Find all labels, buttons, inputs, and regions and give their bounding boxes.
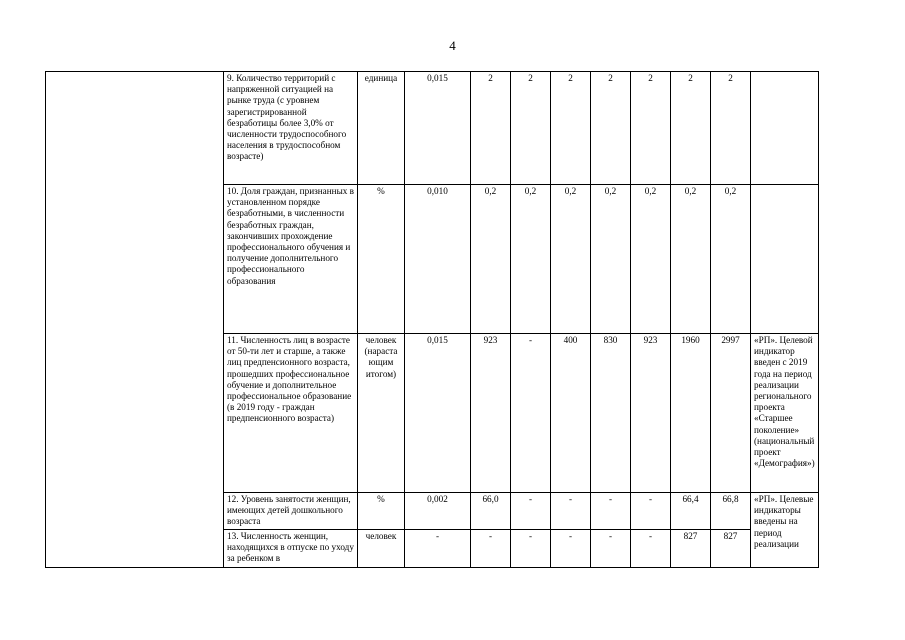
value-cell: 400 bbox=[551, 334, 591, 493]
value-cell: 0,2 bbox=[551, 185, 591, 334]
value-cell: - bbox=[511, 530, 551, 568]
value-cell: 923 bbox=[631, 334, 671, 493]
value-cell: 2 bbox=[631, 72, 671, 185]
value-cell: 827 bbox=[711, 530, 751, 568]
unit-cell: % bbox=[358, 493, 405, 530]
value-cell: 923 bbox=[471, 334, 511, 493]
value-cell: - bbox=[511, 493, 551, 530]
value-cell: - bbox=[511, 334, 551, 493]
note-cell bbox=[751, 185, 819, 334]
left-empty-column bbox=[46, 72, 224, 568]
unit-cell: % bbox=[358, 185, 405, 334]
value-cell: - bbox=[471, 530, 511, 568]
value-cell: 2 bbox=[471, 72, 511, 185]
value-cell: 0,2 bbox=[711, 185, 751, 334]
weight-cell: 0,015 bbox=[405, 72, 471, 185]
value-cell: 0,2 bbox=[671, 185, 711, 334]
value-cell: 2 bbox=[671, 72, 711, 185]
value-cell: - bbox=[551, 530, 591, 568]
unit-cell: человек (нараста ющим итогом) bbox=[358, 334, 405, 493]
weight-cell: 0,015 bbox=[405, 334, 471, 493]
value-cell: 0,2 bbox=[631, 185, 671, 334]
weight-cell: 0,010 bbox=[405, 185, 471, 334]
page-number: 4 bbox=[449, 38, 456, 53]
indicator-name: 11. Численность лиц в возрасте от 50-ти лет и старше, а также лиц предпенсионного возраста, прошедших профессиональное обучение и дополнительное профессиональное образование (в 2019 году - граждан предпенсионного возраста) bbox=[224, 334, 358, 493]
weight-cell: - bbox=[405, 530, 471, 568]
note-cell: «РП». Целевые индикаторы введены на период реализации bbox=[751, 493, 819, 568]
value-cell: 827 bbox=[671, 530, 711, 568]
value-cell: - bbox=[631, 530, 671, 568]
value-cell: 1960 bbox=[671, 334, 711, 493]
indicator-name: 10. Доля граждан, признанных в установленном порядке безработными, в численности безработных граждан, закончивших прохождение профессионального обучения и получение дополнительного профессионального образования bbox=[224, 185, 358, 334]
value-cell: 830 bbox=[591, 334, 631, 493]
value-cell: 2 bbox=[511, 72, 551, 185]
value-cell: 0,2 bbox=[471, 185, 511, 334]
value-cell: - bbox=[551, 493, 591, 530]
value-cell: - bbox=[591, 493, 631, 530]
value-cell: 66,8 bbox=[711, 493, 751, 530]
table-row bbox=[46, 72, 895, 185]
note-cell bbox=[751, 72, 819, 185]
value-cell: 66,0 bbox=[471, 493, 511, 530]
note-cell: «РП». Целевой индикатор введен с 2019 года на период реализации регионального проекта «Старшее поколение» (национальный проект «Демография») bbox=[751, 334, 819, 493]
value-cell: 2997 bbox=[711, 334, 751, 493]
value-cell: 66,4 bbox=[671, 493, 711, 530]
indicators-table bbox=[45, 71, 895, 568]
value-cell: 2 bbox=[591, 72, 631, 185]
indicator-name: 9. Количество территорий с напряженной ситуацией на рынке труда (с уровнем зарегистрированной безработицы более 3,0% от численности трудоспособного населения в трудоспособном возрасте) bbox=[224, 72, 358, 185]
indicator-name: 12. Уровень занятости женщин, имеющих детей дошкольного возраста bbox=[224, 493, 358, 530]
value-cell: 2 bbox=[711, 72, 751, 185]
indicator-name: 13. Численность женщин, находящихся в отпуске по уходу за ребенком в bbox=[224, 530, 358, 568]
value-cell: 2 bbox=[551, 72, 591, 185]
unit-cell: человек bbox=[358, 530, 405, 568]
weight-cell: 0,002 bbox=[405, 493, 471, 530]
value-cell: - bbox=[631, 493, 671, 530]
value-cell: - bbox=[591, 530, 631, 568]
value-cell: 0,2 bbox=[511, 185, 551, 334]
value-cell: 0,2 bbox=[591, 185, 631, 334]
unit-cell: единица bbox=[358, 72, 405, 185]
